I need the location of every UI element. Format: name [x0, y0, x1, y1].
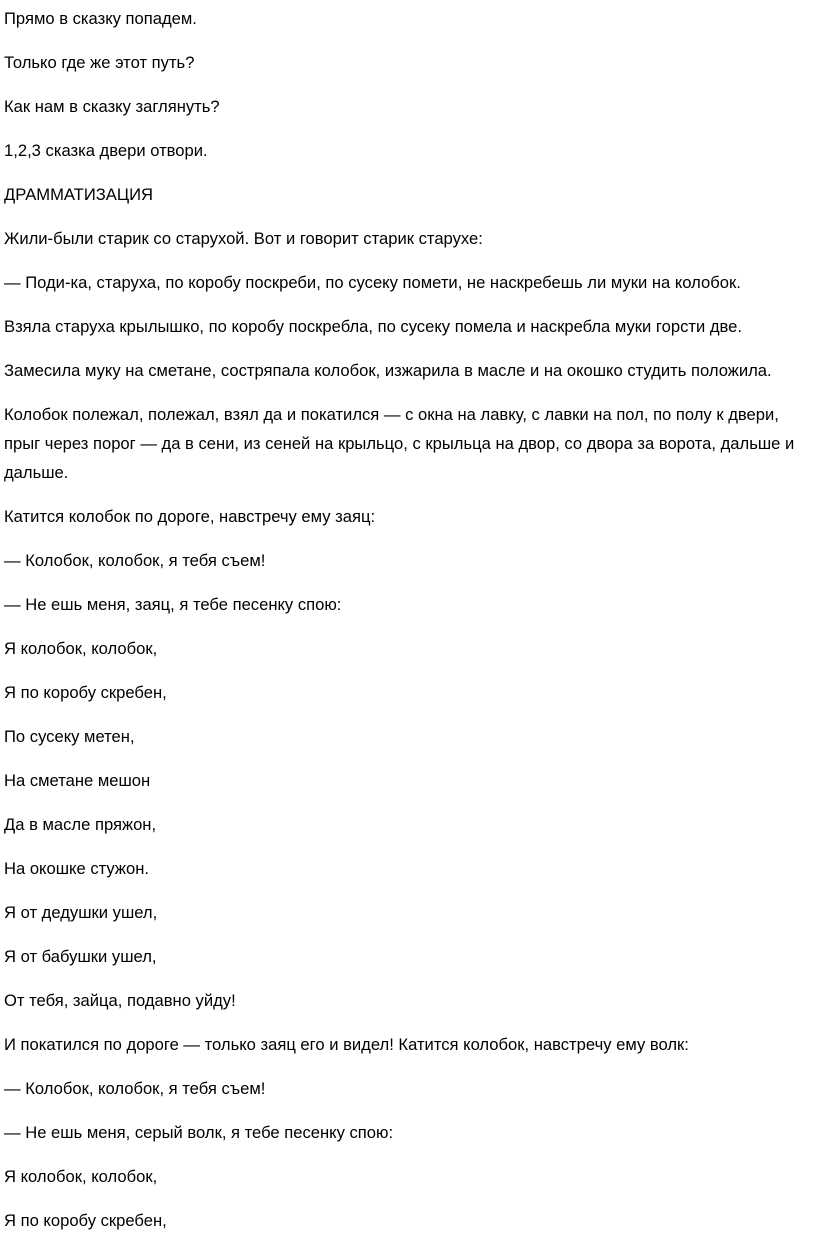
song-line: На сметане мешон — [4, 771, 151, 790]
text-paragraph: И покатился по дороге — только заяц его и видел! Катится колобок, навстречу ему волк: — [4, 1035, 689, 1054]
text-paragraph: Катится колобок по дороге, навстречу ему заяц: — [4, 507, 376, 526]
song-line: Я по коробу скребен, — [4, 1211, 167, 1230]
dialogue-line: — Колобок, колобок, я тебя съем! — [4, 1079, 266, 1098]
dialogue-line: — Не ешь меня, серый волк, я тебе песенку спою: — [4, 1123, 394, 1142]
text-paragraph: 1,2,3 сказка двери отвори. — [4, 141, 208, 160]
section-heading: ДРАММАТИЗАЦИЯ — [4, 185, 154, 204]
song-line: Да в масле пряжон, — [4, 815, 157, 834]
text-paragraph: — Поди-ка, старуха, по коробу поскреби, по сусеку помети, не наскребешь ли муки на колобок. — [4, 273, 741, 292]
song-line: Я по коробу скребен, — [4, 683, 167, 702]
song-line: Я колобок, колобок, — [4, 1167, 158, 1186]
dialogue-line: — Колобок, колобок, я тебя съем! — [4, 551, 266, 570]
song-line: Я колобок, колобок, — [4, 639, 158, 658]
text-paragraph: Жили-были старик со старухой. Вот и говорит старик старухе: — [4, 229, 483, 248]
text-paragraph: Замесила муку на сметане, состряпала колобок, изжарила в масле и на окошко студить положила. — [4, 361, 772, 380]
song-line: На окошке стужон. — [4, 859, 149, 878]
text-paragraph: Только где же этот путь? — [4, 53, 195, 72]
song-line: По сусеку метен, — [4, 727, 135, 746]
text-paragraph: Взяла старуха крылышко, по коробу поскребла, по сусеку помела и наскребла муки горсти две. — [4, 317, 742, 336]
text-paragraph: Прямо в сказку попадем. — [4, 9, 197, 28]
dialogue-line: — Не ешь меня, заяц, я тебе песенку спою: — [4, 595, 342, 614]
song-line: Я от дедушки ушел, — [4, 903, 158, 922]
song-line: Я от бабушки ушел, — [4, 947, 157, 966]
text-paragraph: Колобок полежал, полежал, взял да и покатился — с окна на лавку, с лавки на пол, по полу к двери, прыг через порог — да в сени, из сеней на крыльцо, с крыльца на двор, со двора за ворота, дальше и дальше. — [4, 405, 795, 482]
text-paragraph: Как нам в сказку заглянуть? — [4, 97, 220, 116]
song-line: От тебя, зайца, подавно уйду! — [4, 991, 236, 1010]
